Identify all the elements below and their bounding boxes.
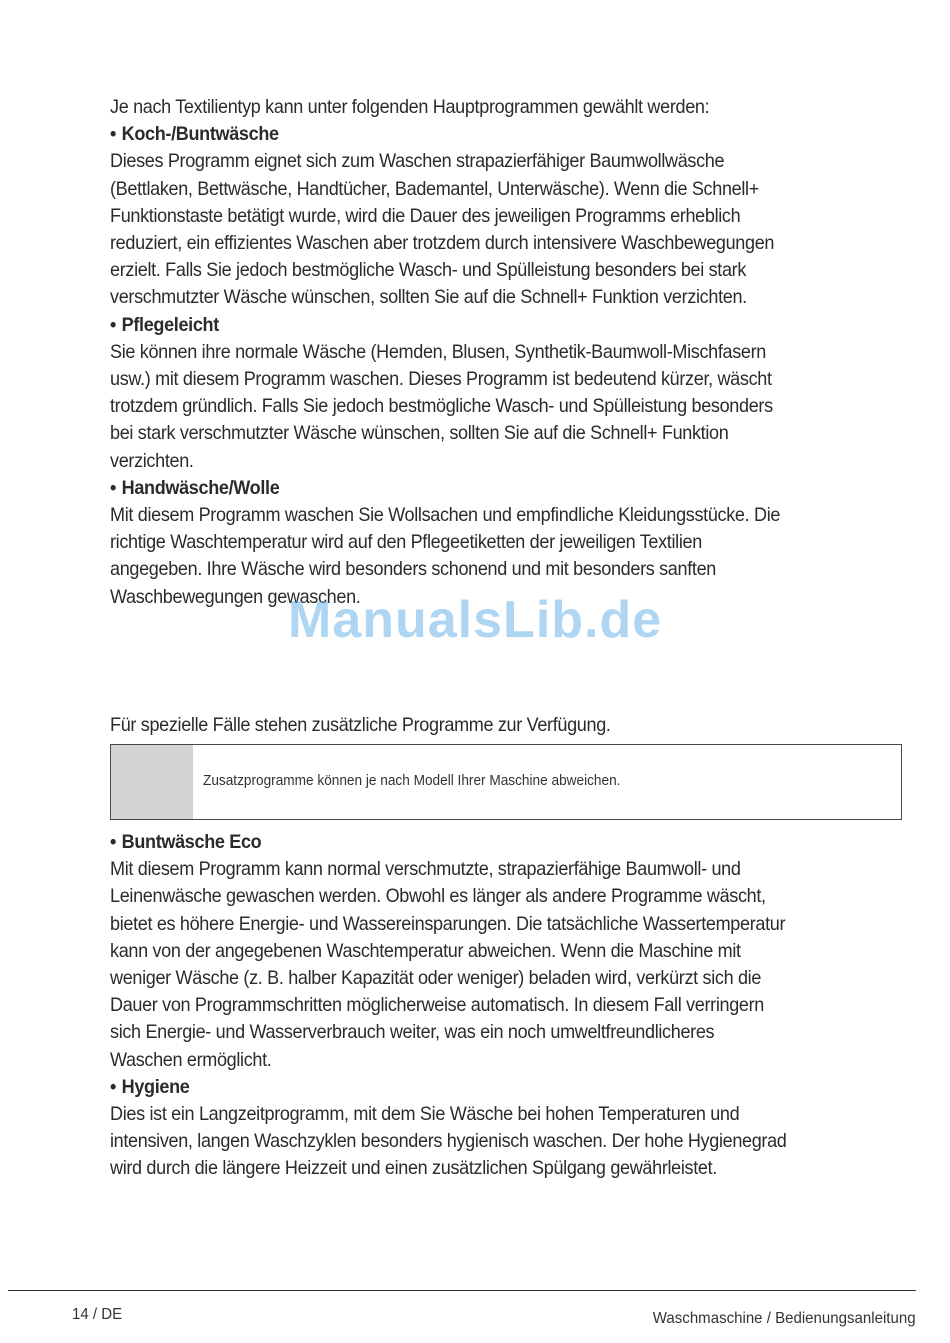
program-heading: • Handwäsche/Wolle (110, 477, 280, 499)
program-hygiene (110, 1074, 890, 1183)
program-buntwaesche-eco (110, 829, 890, 1074)
program-text-line: Mit diesem Programm kann normal verschmutzte, strapazierfähige Baumwoll- und (110, 859, 741, 881)
program-text-line: bei stark verschmutzter Wäsche wünschen, sollten Sie auf die Schnell+ Funktion (110, 423, 729, 445)
program-text-line: Dauer von Programmschritten möglicherweise automatisch. In diesem Fall verringern (110, 995, 765, 1017)
program-text-line: weniger Wäsche (z. B. halber Kapazität oder weniger) beladen wird, verkürzt sich die (110, 968, 762, 990)
bullet-icon: • (110, 477, 116, 499)
program-text-line: Funktionstaste betätigt wurde, wird die Dauer des jeweiligen Programms erheblich (110, 205, 741, 227)
program-text-line: Leinenwäsche gewaschen werden. Obwohl es länger als andere Programme wäscht, (110, 886, 766, 908)
program-text-line: wird durch die längere Heizzeit und einen zusätzlichen Spülgang gewährleistet. (110, 1158, 717, 1180)
program-heading: • Pflegeleicht (110, 314, 219, 336)
program-text-line: richtige Waschtemperatur wird auf den Pflegeetiketten der jeweiligen Textilien (110, 532, 702, 554)
program-text-line: Mit diesem Programm waschen Sie Wollsachen und empfindliche Kleidungsstücke. Die (110, 505, 781, 527)
footer-title: Waschmaschine / Bedienungsanleitung (653, 1310, 916, 1327)
bullet-icon: • (110, 314, 116, 336)
program-text-line: Sie können ihre normale Wäsche (Hemden, Blusen, Synthetik-Baumwoll-Mischfasern (110, 341, 767, 363)
program-pflegeleicht (110, 312, 843, 475)
note-text: Zusatzprogramme können je nach Modell Ihrer Maschine abweichen. (203, 773, 621, 789)
program-koch-buntwaesche (110, 121, 843, 311)
program-text-line: bietet es höhere Energie- und Wassereinsparungen. Die tatsächliche Wassertemperatur (110, 913, 786, 935)
program-text-line: trotzdem gründlich. Falls Sie jedoch bestmögliche Wasch- und Spülleistung besonders (110, 396, 773, 418)
note-box (110, 744, 902, 820)
program-text-line: Dies ist ein Langzeitprogramm, mit dem Sie Wäsche bei hohen Temperaturen und (110, 1104, 740, 1126)
program-heading: • Buntwäsche Eco (110, 832, 262, 853)
program-heading: • Hygiene (110, 1076, 190, 1098)
bullet-icon: • (110, 1076, 116, 1098)
program-text-line: verschmutzter Wäsche wünschen, sollten Sie auf die Schnell+ Funktion verzichten. (110, 287, 747, 309)
program-text-line: intensiven, langen Waschzyklen besonders hygienisch waschen. Der hohe Hygienegrad (110, 1131, 787, 1153)
program-text-line: verzichten. (110, 450, 194, 472)
program-text-line: Waschen ermöglicht. (110, 1049, 272, 1071)
program-text-line: (Bettlaken, Bettwäsche, Handtücher, Bademantel, Unterwäsche). Wenn die Schnell+ (110, 178, 759, 200)
program-heading: • Koch-/Buntwäsche (110, 124, 279, 146)
main-programs-section (110, 94, 843, 611)
program-text-line: Waschbewegungen gewaschen. (110, 586, 361, 608)
main-programs-intro: Je nach Textilientyp kann unter folgenden Hauptprogrammen gewählt werden: (110, 97, 710, 118)
program-text-line: usw.) mit diesem Programm waschen. Dieses Programm ist bedeutend kürzer, wäscht (110, 369, 772, 391)
bullet-icon: • (110, 832, 116, 853)
note-icon-area (111, 745, 193, 819)
additional-programs-intro: Für spezielle Fälle stehen zusätzliche Programme zur Verfügung. (110, 715, 611, 736)
program-text-line: sich Energie- und Wasserverbrauch weiter, was ein noch umweltfreundlicheres (110, 1022, 715, 1044)
bullet-icon: • (110, 124, 116, 146)
program-text-line: angegeben. Ihre Wäsche wird besonders schonend und mit besonders sanften (110, 559, 716, 581)
program-text-line: erzielt. Falls Sie jedoch bestmögliche Wasch- und Spülleistung besonders bei stark (110, 260, 747, 282)
footer-divider (8, 1290, 916, 1291)
footer-page-number: 14 / DE (72, 1306, 123, 1323)
program-text-line: reduziert, ein effizientes Waschen aber trotzdem durch intensivere Waschbewegungen (110, 233, 775, 255)
program-text-line: kann von der angegebenen Waschtemperatur abweichen. Wenn die Maschine mit (110, 940, 741, 962)
program-text-line: Dieses Programm eignet sich zum Waschen strapazierfähiger Baumwollwäsche (110, 151, 725, 173)
additional-programs-section (110, 829, 890, 1183)
watermark-logo: ManualsLib.de (288, 591, 663, 649)
